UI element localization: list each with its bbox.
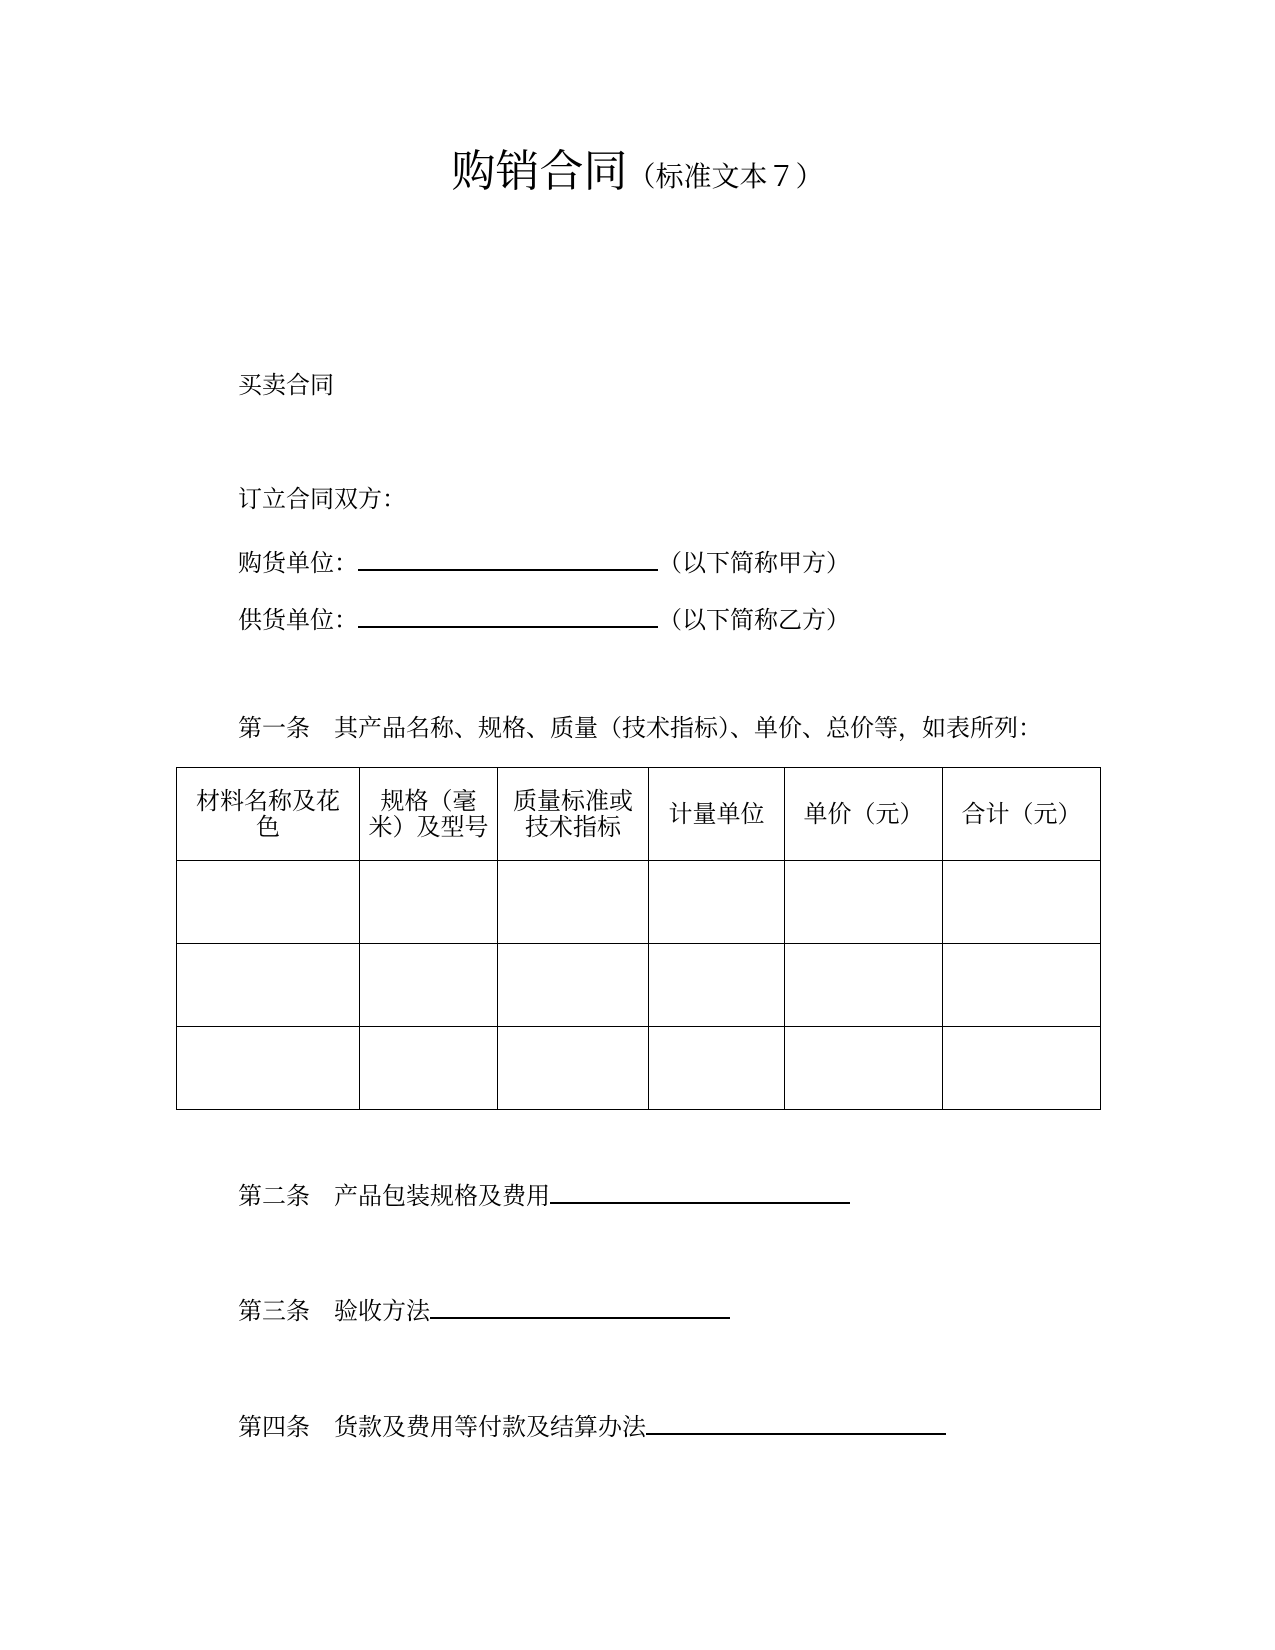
article-3 [238,1293,730,1323]
header-unit: 计量单位 [649,768,785,861]
article-3-number: 第三条 [238,1297,310,1325]
header-total: 合计（元） [943,768,1101,861]
table-cell[interactable] [360,861,498,944]
product-table [176,767,1101,1110]
article-1-text: 其产品名称、规格、质量（技术指标）、单价、总价等，如表所列： [334,714,1042,742]
table-cell[interactable] [177,1027,360,1110]
table-cell[interactable] [943,1027,1101,1110]
buyer-field[interactable] [358,545,658,571]
seller-field[interactable] [358,602,658,628]
table-cell[interactable] [177,861,360,944]
article-2-field[interactable] [550,1178,850,1204]
table-cell[interactable] [177,944,360,1027]
table-cell[interactable] [649,1027,785,1110]
table-cell[interactable] [360,944,498,1027]
header-quality-standard: 质量标准或技术指标 [498,768,649,861]
table-cell[interactable] [649,944,785,1027]
article-4 [238,1409,946,1439]
seller-note: （以下简称乙方） [658,606,850,634]
table-cell[interactable] [785,1027,943,1110]
article-1-number: 第一条 [238,714,310,742]
table-cell[interactable] [498,944,649,1027]
table-row [177,861,1101,944]
article-2-text: 产品包装规格及费用 [334,1182,550,1210]
seller-line [238,602,850,632]
contract-type: 买卖合同 [238,371,334,399]
table-header-row [177,768,1101,861]
table-cell[interactable] [943,861,1101,944]
article-2 [238,1178,850,1208]
table-cell[interactable] [498,1027,649,1110]
buyer-note: （以下简称甲方） [658,549,850,577]
title-main: 购销合同 [451,146,628,197]
table-cell[interactable] [785,861,943,944]
buyer-label: 购货单位： [238,549,358,577]
buyer-line [238,545,850,575]
article-3-field[interactable] [430,1293,730,1319]
header-spec-model: 规格（毫米）及型号 [360,768,498,861]
table-cell[interactable] [649,861,785,944]
table-cell[interactable] [360,1027,498,1110]
table-row [177,1027,1101,1110]
parties-heading: 订立合同双方： [238,485,406,513]
article-4-text: 货款及费用等付款及结算办法 [334,1413,646,1441]
header-unit-price: 单价（元） [785,768,943,861]
table-cell[interactable] [943,944,1101,1027]
document-title [0,146,1275,197]
article-1 [238,716,1042,740]
table-row [177,944,1101,1027]
seller-label: 供货单位： [238,606,358,634]
article-3-text: 验收方法 [334,1297,430,1325]
table-cell[interactable] [498,861,649,944]
article-4-field[interactable] [646,1409,946,1435]
table-cell[interactable] [785,944,943,1027]
article-2-number: 第二条 [238,1182,310,1210]
article-4-number: 第四条 [238,1413,310,1441]
header-material-name: 材料名称及花色 [177,768,360,861]
title-subtitle: （标准文本７） [627,160,824,193]
